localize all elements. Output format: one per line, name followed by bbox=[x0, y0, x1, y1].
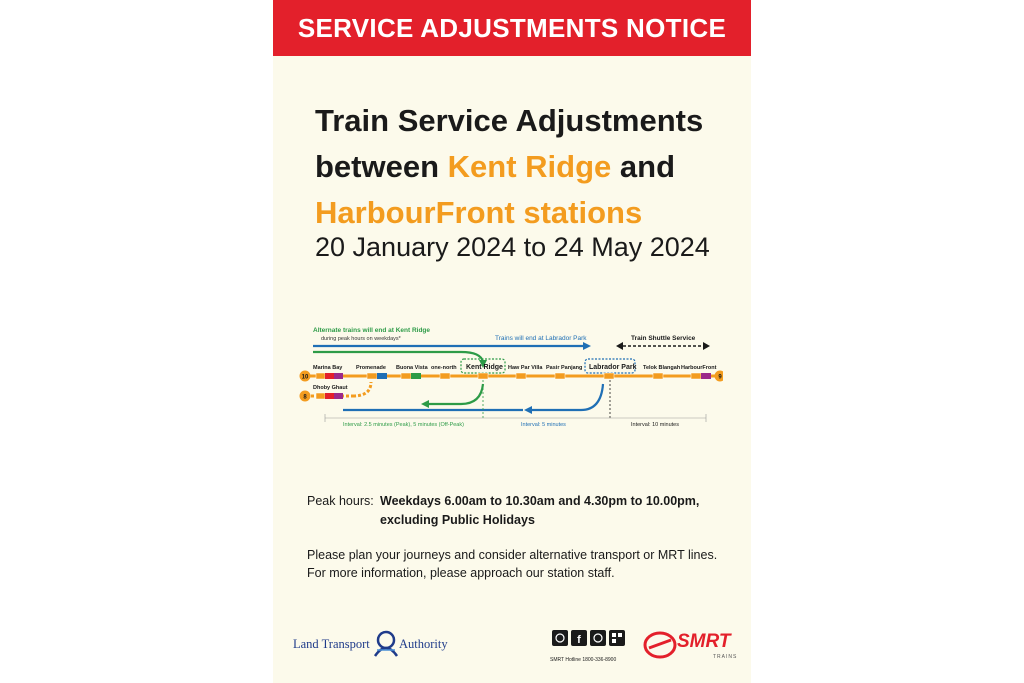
station-haw-par-villa: Haw Par Villa bbox=[508, 365, 543, 371]
instagram-icon bbox=[590, 630, 606, 646]
shuttle-arrowhead-left bbox=[616, 342, 623, 350]
station-pasir-panjang: Pasir Panjang bbox=[546, 365, 583, 371]
station-marina-bay: Marina Bay bbox=[313, 365, 343, 371]
line-number-9: 9 bbox=[718, 374, 722, 381]
smrt-hotline: SMRT Hotline 1800-336-8900 bbox=[550, 657, 617, 663]
station-harbourfront: HarbourFront bbox=[681, 365, 717, 371]
green-return-line bbox=[428, 384, 483, 404]
shuttle-label: Train Shuttle Service bbox=[631, 335, 696, 342]
lta-text-right: Authority bbox=[399, 637, 448, 651]
advice-line-2: For more information, please approach our station staff. bbox=[307, 566, 615, 580]
blue-arrowhead-top bbox=[583, 342, 591, 350]
qr-code-icon bbox=[609, 630, 625, 646]
smrt-wordmark: SMRT bbox=[677, 631, 731, 652]
smrt-emblem-icon bbox=[643, 630, 677, 660]
social-icons bbox=[550, 628, 630, 664]
lta-logo bbox=[293, 630, 453, 660]
station-dhoby-ghaut: Dhoby Ghaut bbox=[313, 385, 348, 391]
station-labrador-park: Labrador Park bbox=[589, 364, 637, 371]
dhoby-branch-curve bbox=[353, 382, 371, 396]
advice-line-1: Please plan your journeys and consider alternative transport or MRT lines. bbox=[307, 548, 718, 562]
dhoby-chip-3 bbox=[334, 393, 343, 399]
station-one-north: one-north bbox=[431, 365, 457, 371]
labrador-trains-label: Trains will end at Labrador Park bbox=[495, 335, 587, 342]
dhoby-chip-2 bbox=[325, 393, 334, 399]
line-number-10: 10 bbox=[301, 374, 309, 381]
smrt-trains-label: TRAINS bbox=[713, 654, 738, 660]
date-range: 20 January 2024 to 24 May 2024 bbox=[315, 232, 710, 262]
interval-black: Interval: 10 minutes bbox=[631, 422, 679, 428]
lta-emblem-icon bbox=[371, 630, 401, 658]
peak-hours-label: Peak hours: bbox=[307, 494, 374, 508]
svg-text:f: f bbox=[577, 634, 581, 646]
interval-green: Interval: 2.5 minutes (Peak), 5 minutes (Off-Peak) bbox=[343, 422, 464, 428]
alt-trains-label: Alternate trains will end at Kent Ridge bbox=[313, 327, 431, 334]
notice-poster bbox=[273, 0, 751, 683]
blue-return-arrowhead bbox=[524, 406, 532, 414]
page-title bbox=[315, 98, 735, 236]
advice-note bbox=[307, 546, 737, 582]
blue-return-line bbox=[531, 384, 603, 410]
alt-trains-sublabel: during peak hours on weekdays* bbox=[321, 336, 401, 342]
web-icon bbox=[552, 630, 568, 646]
notice-banner: SERVICE ADJUSTMENTS NOTICE bbox=[273, 0, 751, 56]
service-map bbox=[283, 318, 723, 436]
title-line-3: HarbourFront stations bbox=[315, 195, 643, 230]
peak-hours-line-1: Weekdays 6.00am to 10.30am and 4.30pm to 10.00pm, bbox=[380, 494, 700, 508]
title-line-1: Train Service Adjustments bbox=[315, 103, 704, 138]
interval-blue: Interval: 5 minutes bbox=[521, 422, 566, 428]
peak-hours-value bbox=[380, 492, 740, 530]
social-icons-row bbox=[550, 628, 630, 650]
title-and: and bbox=[611, 149, 676, 184]
smrt-logo bbox=[643, 628, 739, 662]
station-telok-blangah: Telok Blangah bbox=[643, 365, 681, 371]
dhoby-chip-1 bbox=[316, 393, 325, 399]
title-line-2 bbox=[315, 144, 735, 190]
line-number-8: 8 bbox=[303, 394, 307, 401]
station-promenade: Promenade bbox=[356, 365, 386, 371]
peak-hours-line-2: excluding Public Holidays bbox=[380, 513, 535, 527]
green-return-arrowhead bbox=[421, 400, 429, 408]
lta-text-left: Land Transport bbox=[293, 637, 370, 651]
station-buona-vista: Buona Vista bbox=[396, 365, 428, 371]
station-kent-ridge: Kent Ridge bbox=[466, 364, 503, 371]
shuttle-arrowhead-right bbox=[703, 342, 710, 350]
title-between: between bbox=[315, 149, 448, 184]
title-kent-ridge: Kent Ridge bbox=[447, 149, 612, 184]
